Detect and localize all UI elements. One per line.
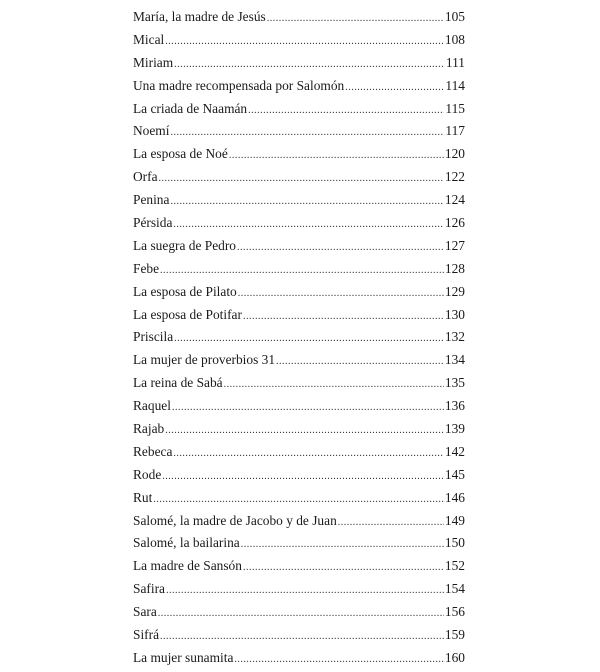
toc-entry xyxy=(133,555,465,578)
toc-entry-title: Miriam xyxy=(133,54,174,70)
toc-entry-page: 156 xyxy=(444,604,465,620)
dot-leader xyxy=(238,283,444,306)
toc-entry xyxy=(133,98,465,121)
toc-entry xyxy=(133,29,465,52)
toc-entry-title: Safira xyxy=(133,581,165,597)
dot-leader xyxy=(338,512,444,535)
toc-entry-page: 128 xyxy=(444,260,465,276)
toc-entry-page: 108 xyxy=(444,31,465,47)
toc-entry xyxy=(133,326,465,349)
dot-leader xyxy=(172,397,444,420)
dot-leader xyxy=(160,260,444,283)
toc-entry xyxy=(133,532,465,555)
toc-entry-page: 146 xyxy=(444,489,465,505)
toc-entry-page: 105 xyxy=(444,9,465,24)
toc-entry-title: Salomé, la madre de Jacobo y de Juan xyxy=(133,512,337,528)
toc-entry-page: 134 xyxy=(444,352,465,368)
dot-leader xyxy=(173,214,443,237)
dot-leader xyxy=(174,54,445,77)
toc-entry-page: 132 xyxy=(444,329,465,345)
dot-leader xyxy=(241,534,444,557)
toc-entry-title: Sara xyxy=(133,604,157,620)
toc-entry xyxy=(133,372,465,395)
toc-entry-title: Noemí xyxy=(133,123,170,139)
toc-entry xyxy=(133,487,465,510)
toc-entry-page: 122 xyxy=(444,169,465,185)
toc-entry-title: La mujer sunamita xyxy=(133,649,234,665)
toc-entry-page: 117 xyxy=(445,123,465,139)
toc-entry xyxy=(133,395,465,418)
dot-leader xyxy=(229,145,444,168)
toc-entry xyxy=(133,281,465,304)
dot-leader xyxy=(224,374,444,397)
toc-entry-title: Pérsida xyxy=(133,215,173,231)
toc-entry xyxy=(133,52,465,75)
toc-entry-page: 115 xyxy=(445,100,465,116)
dot-leader xyxy=(165,31,444,54)
dot-leader xyxy=(158,603,444,626)
toc-entry-page: 150 xyxy=(444,535,465,551)
toc-entry xyxy=(133,189,465,212)
toc-entry xyxy=(133,212,465,235)
toc-entry-page: 130 xyxy=(444,306,465,322)
toc-entry-page: 127 xyxy=(444,237,465,253)
toc-entry-title: Rode xyxy=(133,466,162,482)
toc-entry xyxy=(133,143,465,166)
dot-leader xyxy=(153,489,444,512)
toc-entry-title: María, la madre de Jesús xyxy=(133,9,266,24)
table-of-contents xyxy=(133,6,465,670)
toc-entry-title: Penina xyxy=(133,192,170,208)
toc-entry-page: 126 xyxy=(444,215,465,231)
dot-leader xyxy=(243,557,444,580)
toc-entry-page: 111 xyxy=(445,54,465,70)
toc-entry-page: 159 xyxy=(444,627,465,643)
toc-entry-title: Priscila xyxy=(133,329,174,345)
toc-entry-page: 154 xyxy=(444,581,465,597)
toc-entry xyxy=(133,578,465,601)
dot-leader xyxy=(162,466,444,489)
toc-entry xyxy=(133,349,465,372)
dot-leader xyxy=(170,191,443,214)
toc-entry-title: Raquel xyxy=(133,398,171,414)
toc-entry xyxy=(133,304,465,327)
toc-entry-page: 135 xyxy=(444,375,465,391)
toc-entry xyxy=(133,510,465,533)
toc-entry-title: La madre de Sansón xyxy=(133,558,242,574)
dot-leader xyxy=(160,626,444,649)
dot-leader xyxy=(173,443,444,466)
toc-entry-page: 120 xyxy=(444,146,465,162)
toc-entry-title: Salomé, la bailarina xyxy=(133,535,240,551)
toc-entry-title: Mical xyxy=(133,31,165,47)
toc-entry-title: La esposa de Pilato xyxy=(133,283,237,299)
dot-leader xyxy=(276,351,444,374)
toc-entry-title: Febe xyxy=(133,260,160,276)
dot-leader xyxy=(159,168,444,191)
toc-entry-title: La esposa de Potifar xyxy=(133,306,242,322)
toc-entry-title: Rebeca xyxy=(133,443,173,459)
toc-entry-title: La criada de Naamán xyxy=(133,100,248,116)
dot-leader xyxy=(170,122,444,145)
toc-entry xyxy=(133,6,465,29)
toc-entry-title: Una madre recompensada por Salomón xyxy=(133,77,345,93)
toc-entry-title: Rut xyxy=(133,489,153,505)
dot-leader xyxy=(174,328,444,351)
toc-entry-title: La esposa de Noé xyxy=(133,146,228,162)
toc-entry xyxy=(133,464,465,487)
toc-entry-page: 124 xyxy=(444,192,465,208)
toc-entry-page: 129 xyxy=(444,283,465,299)
toc-entry-page: 160 xyxy=(444,649,465,665)
toc-entry-title: La suegra de Pedro xyxy=(133,237,236,253)
toc-entry xyxy=(133,441,465,464)
toc-entry xyxy=(133,624,465,647)
toc-entry-title: Rajab xyxy=(133,421,165,437)
toc-entry xyxy=(133,235,465,258)
toc-entry-title: La mujer de proverbios 31 xyxy=(133,352,276,368)
toc-entry-page: 152 xyxy=(444,558,465,574)
toc-entry xyxy=(133,75,465,98)
dot-leader xyxy=(234,649,444,672)
dot-leader xyxy=(345,77,444,100)
toc-entry-title: Sifrá xyxy=(133,627,160,643)
toc-entry-page: 139 xyxy=(444,421,465,437)
toc-entry-page: 145 xyxy=(444,466,465,482)
toc-entry-title: Orfa xyxy=(133,169,158,185)
dot-leader xyxy=(267,8,444,31)
toc-entry-page: 149 xyxy=(444,512,465,528)
toc-entry-title: La reina de Sabá xyxy=(133,375,223,391)
dot-leader xyxy=(248,100,444,123)
toc-entry xyxy=(133,120,465,143)
toc-entry-page: 136 xyxy=(444,398,465,414)
toc-entry xyxy=(133,418,465,441)
dot-leader xyxy=(237,237,444,260)
dot-leader xyxy=(165,420,444,443)
toc-entry-page: 114 xyxy=(445,77,465,93)
toc-entry xyxy=(133,601,465,624)
toc-entry xyxy=(133,258,465,281)
toc-entry-page: 142 xyxy=(444,443,465,459)
dot-leader xyxy=(243,306,444,329)
toc-entry xyxy=(133,166,465,189)
toc-entry xyxy=(133,647,465,670)
